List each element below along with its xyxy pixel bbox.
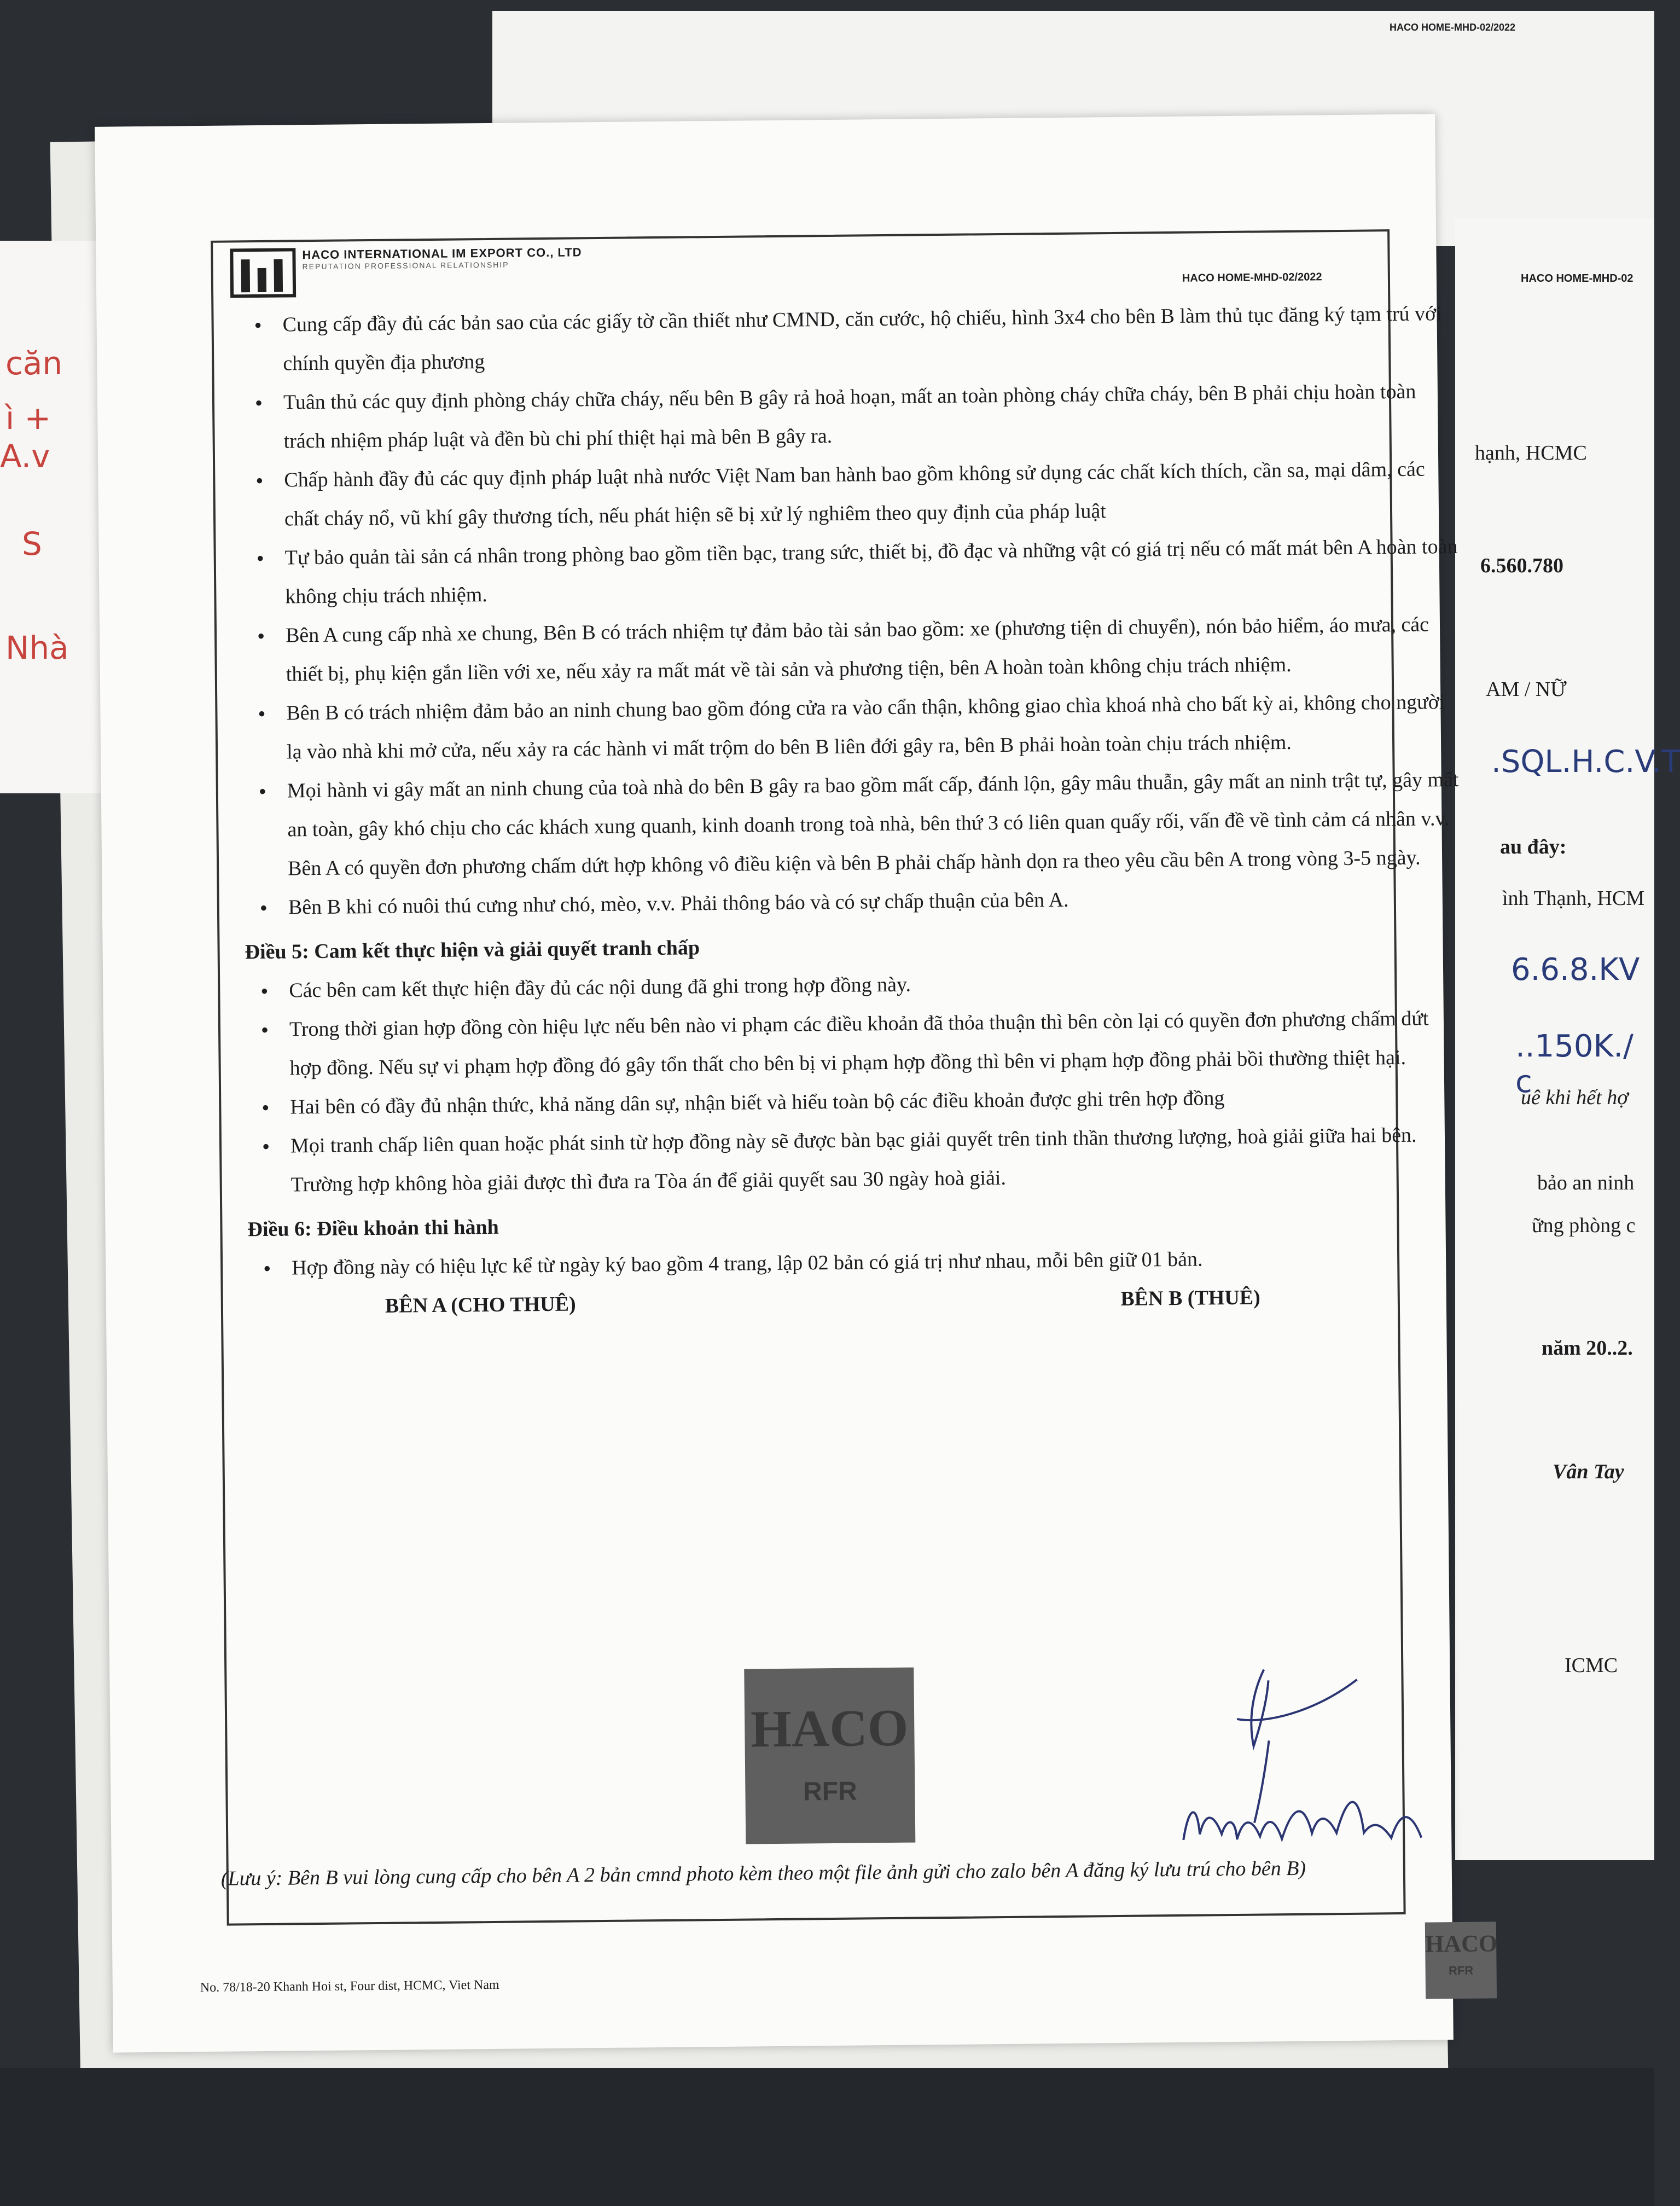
red-note-line: ì +: [5, 399, 51, 437]
contract-page: [95, 114, 1498, 2052]
contract-body: [239, 294, 1468, 1327]
list-item: • Mọi hành vi gây mất an ninh chung của toà nhà do bên B gây ra bao gồm mất cấp, đánh lộn, gây mâu thuẫn, gây mất an ninh trật tự, gây mất an toàn, gây khó chịu cho các khách xung quanh, kinh doanh trong toà nhà, bên thứ 3 có liên quan quấy rối, vấn đề về tình cảm cá nhân v.v. Bên A có quyền đơn phương chấm dứt hợp không vô điều kiện và bên B phải chấp hành dọn ra theo yêu cầu bên A trong vòng 3-5 ngày.: [243, 761, 1464, 889]
list-item: • Tự bảo quản tài sản cá nhân trong phòng bao gồm tiền bạc, trang sức, thiết bị, đồ đạc và những vật có giá trị nếu có mất mát bên A hoàn toàn không chịu trách nhiệm.: [241, 527, 1461, 617]
right-code: HACO HOME-MHD-02: [1521, 272, 1634, 285]
stamp-text: HACO: [750, 1698, 909, 1758]
stamp-text: HACO: [1425, 1930, 1498, 1958]
stamp-subtext: RFR: [1448, 1963, 1474, 1978]
company-logo-icon: [230, 248, 296, 298]
list-item: • Chấp hành đầy đủ các quy định pháp luật nhà nước Việt Nam ban hành bao gồm không sử dụng các chất kích thích, cần sa, mại dâm, các chất cháy nổ, vũ khí gây thương tích, nếu phát hiện sẽ bị xử lý nghiêm theo quy định của pháp luật: [240, 450, 1461, 539]
list-item: • Bên A cung cấp nhà xe chung, Bên B có trách nhiệm tự đảm bảo tài sản bao gồm: xe (phương tiện di chuyển), nón bảo hiểm, áo mưa, các thiết bị, phụ kiện gắn liền với xe, nếu xảy ra mất mát về tài sản và phương tiện, bên A hoàn toàn không chịu trách nhiệm.: [242, 605, 1462, 694]
background-code-top: HACO HOME-MHD-02/2022: [1390, 22, 1516, 33]
right-fragment: uê khi hết hợ: [1521, 1086, 1629, 1109]
footer-stamp: [1425, 1921, 1497, 1999]
right-fragment: ình Thạnh, HCM: [1502, 887, 1645, 910]
right-fragment: Vân Tay: [1553, 1460, 1624, 1483]
list-item: • Các bên cam kết thực hiện đầy đủ các nội dung đã ghi trong hợp đồng này.: [245, 960, 1466, 1011]
desk-surface: [0, 2068, 1654, 2206]
right-fragment: ững phòng c: [1532, 1214, 1636, 1237]
list-item: • Hai bên có đầy đủ nhận thức, khả năng dân sự, nhận biết và hiểu toàn bộ các điều khoản được ghi trên hợp đồng: [246, 1077, 1467, 1127]
list-item: • Bên B có trách nhiệm đảm bảo an ninh chung bao gồm đóng cửa ra vào cẩn thận, không giao chìa khoá nhà cho bất kỳ ai, không cho người lạ vào nhà khi mở cửa, nếu xảy ra các hành vi mất trộm do bên B liên đới gây ra, bên B phải hoàn toàn chịu trách nhiệm.: [242, 683, 1463, 772]
note-text: (Lưu ý: Bên B vui lòng cung cấp cho bên A 2 bản cmnd photo kèm theo một file ảnh gửi cho zalo bên A đăng ký lưu trú cho bên B): [220, 1856, 1306, 1890]
right-fragment: 6.560.780: [1480, 554, 1563, 577]
company-header: [230, 245, 582, 298]
right-fragment: hạnh, HCMC: [1475, 442, 1587, 465]
obligations-list: [239, 294, 1464, 927]
list-item: • Bên B khi có nuôi thú cưng như chó, mèo, v.v. Phải thông báo và có sự chấp thuận của bên A.: [245, 877, 1465, 927]
list-item: • Trong thời gian hợp đồng còn hiệu lực nếu bên nào vi phạm các điều khoản đã thỏa thuận thì bên còn lại có quyền đơn phương chấm dứt hợp đồng. Nếu sự vi phạm hợp đồng đó gây tổn thất cho bên bị vi phạm hợp đồng thì bên vi phạm hợp đồng phải bồi thường thiệt hại.: [246, 999, 1466, 1088]
article-5-list: [245, 960, 1467, 1205]
stamp-subtext: RFR: [803, 1777, 858, 1807]
right-fragment: ..150K./ c: [1515, 1029, 1634, 1100]
red-note-line: S: [22, 525, 42, 562]
list-item: • Mọi tranh chấp liên quan hoặc phát sinh từ hợp đồng này sẽ được bàn bạc giải quyết trên tinh thần thương lượng, hoà giải giữa hai bên. Trường hợp không hòa giải được thì đưa ra Tòa án để giải quyết sau 30 ngày hoà giải.: [247, 1116, 1467, 1205]
footer-address: No. 78/18-20 Khanh Hoi st, Four dist, HCMC, Viet Nam: [200, 1977, 499, 1995]
list-item: • Cung cấp đầy đủ các bản sao của các giấy tờ cần thiết như CMND, căn cước, hộ chiếu, hình 3x4 cho bên B làm thủ tục đăng ký tạm trú với chính quyền địa phương: [239, 294, 1459, 384]
article-6-heading: Điều 6: Điều khoản thi hành: [247, 1215, 499, 1241]
right-fragment: 6.6.8.KV: [1511, 952, 1640, 988]
right-fragment: năm 20..2.: [1542, 1337, 1633, 1360]
red-note-line: A.v: [0, 438, 50, 475]
right-fragment: AM / NỮ: [1486, 678, 1567, 701]
company-tagline: REPUTATION PROFESSIONAL RELATIONSHIP: [302, 260, 509, 271]
list-item: • Tuân thủ các quy định phòng cháy chữa cháy, nếu bên B gây rả hoả hoạn, mất an toàn phòng cháy chữa cháy, bên B phải chịu hoàn toàn trách nhiệm pháp luật và đền bù chi phí thiệt hại mà bên B gây ra.: [240, 372, 1460, 461]
party-a-label: BÊN A (CHO THUÊ): [385, 1292, 576, 1317]
list-item: • Hợp đồng này có hiệu lực kể từ ngày ký bao gồm 4 trang, lập 02 bản có giá trị như nhau, mỗi bên giữ 01 bản.: [248, 1238, 1468, 1288]
right-fragment: ICMC: [1565, 1654, 1618, 1677]
party-b-signature: [1171, 1657, 1457, 1867]
red-note-line: căn: [5, 345, 63, 382]
company-info: [302, 245, 582, 271]
red-note-line: Nhà: [5, 629, 69, 666]
article-5-heading: Điều 5: Cam kết thực hiện và giải quyết tranh chấp: [245, 936, 700, 964]
right-fragment: bảo an ninh: [1537, 1171, 1635, 1194]
document-code: HACO HOME-MHD-02/2022: [1182, 271, 1322, 285]
right-fragment: .SQL.H.C.V.T: [1491, 744, 1680, 780]
right-fragment: au đây:: [1500, 835, 1567, 858]
company-stamp: [744, 1668, 915, 1844]
company-name: HACO INTERNATIONAL IM EXPORT CO., LTD: [302, 245, 582, 262]
party-b-label: BÊN B (THUÊ): [1120, 1286, 1261, 1310]
